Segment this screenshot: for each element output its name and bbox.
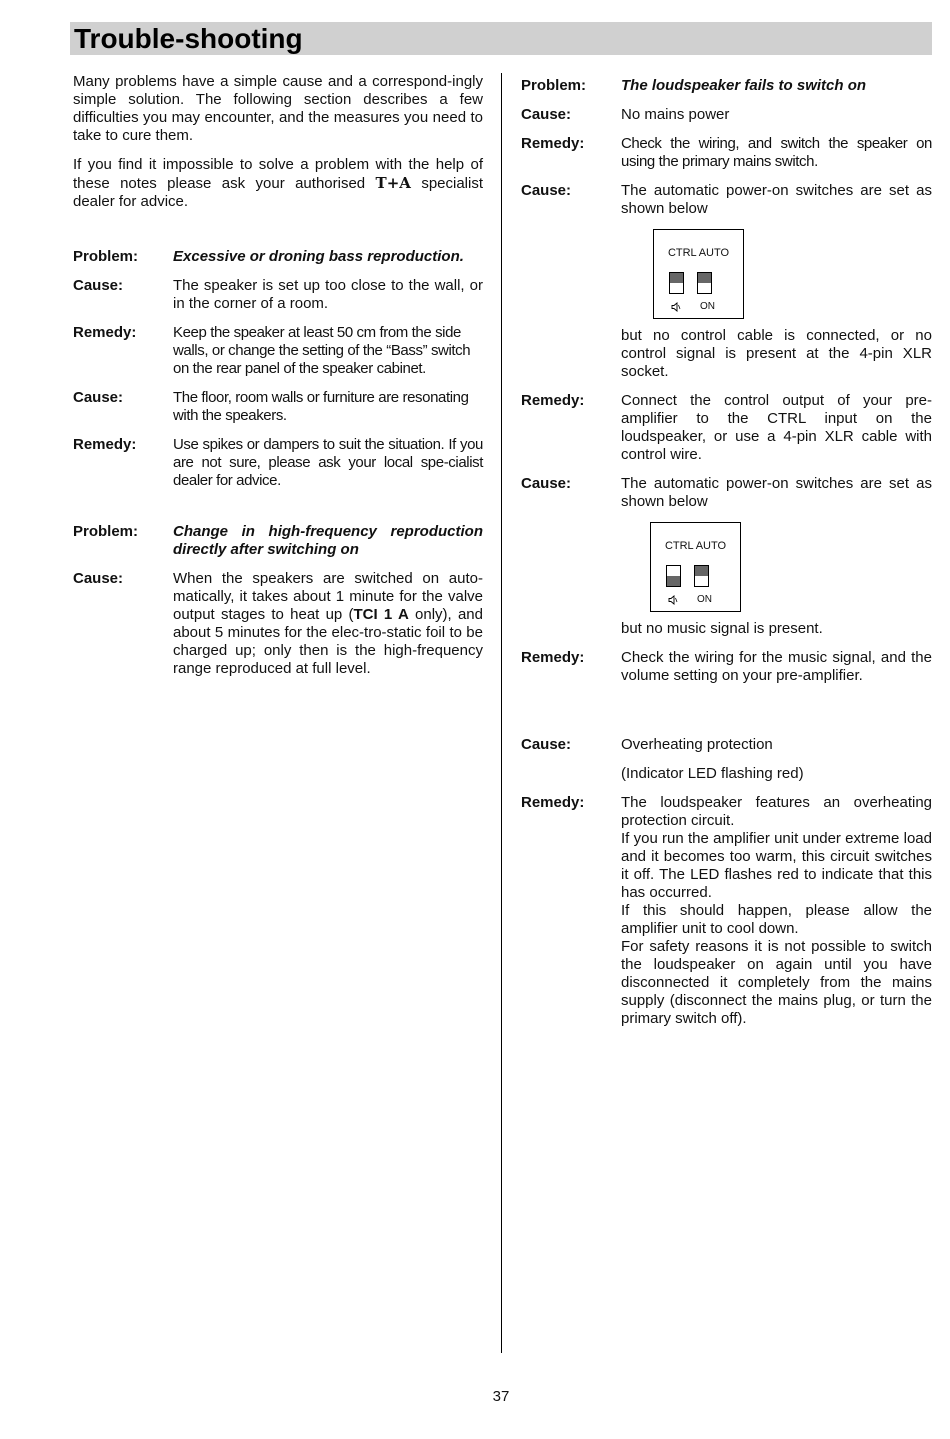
cause-label: Cause: (73, 277, 124, 294)
switch-caption: CTRL AUTO (667, 247, 730, 259)
remedy-paragraph: The loudspeaker features an overheating protection circuit. (621, 794, 932, 829)
cause-label: Cause: (521, 475, 572, 492)
auto-switch-icon (694, 565, 709, 587)
on-label: ON (697, 594, 712, 605)
cause-text (621, 736, 932, 783)
cause-detail: but no control cable is connected, or no control signal is present at the 4-pin XLR socket. (621, 327, 932, 380)
problem-label: Problem: (521, 77, 587, 94)
cause-intro: The automatic power-on switches are set as shown below (621, 182, 932, 217)
cause-row (521, 106, 932, 124)
problem-text: Excessive or droning bass reproduction. (173, 248, 464, 265)
remedy-label: Remedy: (73, 436, 137, 453)
cause-text: The floor, room walls or furniture are resonating with the speakers. (173, 389, 469, 424)
cause-text: When the speakers are switched on auto-matically, it takes about 1 minute for the valve output stages to heat up (TCI 1 A only), and about 5 minutes for the elec-tro-static foil to be charged up; only then is the high-frequency range reproduced at full level. (173, 570, 483, 677)
remedy-text: Keep the speaker at least 50 cm from the side walls, or change the setting of the “Bass” switch on the rear panel of the speaker cabinet. (173, 324, 471, 377)
cause-detail: but no music signal is present. (621, 620, 823, 637)
cause-intro: The automatic power-on switches are set as shown below (621, 475, 932, 510)
remedy-row (521, 649, 932, 685)
remedy-paragraph: If this should happen, please allow the amplifier unit to cool down. (621, 902, 932, 937)
cause-subtitle: (Indicator LED flashing red) (621, 765, 804, 782)
remedy-label: Remedy: (521, 649, 585, 666)
remedy-paragraph: If you run the amplifier unit under extreme load and it becomes too warm, this circuit switches it off. The LED flashes red to indicate that this has occurred. (621, 830, 932, 901)
remedy-text: Use spikes or dampers to suit the situation. If you are not sure, please ask your local spe-cialist dealer for advice. (173, 436, 483, 489)
cause-row (73, 277, 483, 313)
switch-diagram (653, 229, 744, 319)
column-divider (501, 73, 502, 1353)
remedy-paragraph: For safety reasons it is not possible to switch the loudspeaker on again until you have disconnected it completely from the mains supply (disconnect the mains plug, or turn the primary switch off). (621, 938, 932, 1027)
cause-text (621, 182, 932, 381)
page-number: 37 (492, 1388, 510, 1405)
intro (73, 73, 483, 211)
problem-row (521, 77, 932, 95)
remedy-row (521, 794, 932, 1028)
cause-label: Cause: (521, 736, 572, 753)
remedy-label: Remedy: (521, 392, 585, 409)
problem-row (73, 523, 483, 559)
problem-text: Change in high-frequency reproduction directly after switching on (173, 523, 483, 558)
remedy-row (73, 324, 483, 378)
remedy-text (621, 794, 932, 1028)
auto-switch-icon (697, 272, 712, 294)
model-name: TCI 1 A (353, 606, 409, 623)
switch-caption: CTRL AUTO (664, 540, 727, 552)
speaker-icon (671, 302, 681, 315)
problem-text: The loudspeaker fails to switch on (621, 77, 867, 94)
cause-row (521, 736, 932, 783)
intro-paragraph-2: If you find it impossible to solve a problem with the help of these notes please ask your authorised T+A specialist dealer for advice. (73, 156, 484, 210)
right-column (521, 77, 932, 1039)
cause-label: Cause: (73, 389, 124, 406)
switch-diagram (650, 522, 741, 612)
left-column (73, 73, 483, 689)
remedy-row (521, 392, 932, 464)
cause-title: Overheating protection (621, 736, 773, 753)
cause-row (521, 475, 932, 638)
brand-logo: T+A (375, 174, 411, 192)
on-label: ON (700, 301, 715, 312)
remedy-label: Remedy: (521, 135, 585, 152)
cause-label: Cause: (73, 570, 124, 587)
intro-paragraph-1: Many problems have a simple cause and a correspond-ingly simple solution. The following section describes a few difficulties you may encounter, and the measures you need to take to cure them. (73, 73, 483, 144)
cause-row (73, 570, 483, 678)
remedy-text: Check the wiring, and switch the speaker on using the primary mains switch. (621, 135, 932, 170)
cause-text (621, 475, 932, 638)
remedy-row (73, 436, 483, 490)
cause-label: Cause: (521, 182, 572, 199)
speaker-icon (668, 595, 678, 608)
remedy-text: Check the wiring for the music signal, and the volume setting on your pre-amplifier. (621, 649, 932, 684)
cause-row (521, 182, 932, 381)
problem-row (73, 248, 483, 266)
ctrl-switch-icon (669, 272, 684, 294)
cause-text: No mains power (621, 106, 730, 123)
remedy-text: Connect the control output of your pre-amplifier to the CTRL input on the loudspeaker, or use a 4-pin XLR cable with control wire. (621, 392, 932, 463)
cause-row (73, 389, 483, 425)
ctrl-switch-icon (666, 565, 681, 587)
problem-label: Problem: (73, 523, 139, 540)
cause-text: The speaker is set up too close to the wall, or in the corner of a room. (173, 277, 483, 312)
problem-label: Problem: (73, 248, 139, 265)
remedy-label: Remedy: (73, 324, 137, 341)
page-title: Trouble-shooting (70, 22, 932, 55)
remedy-row (521, 135, 932, 171)
cause-label: Cause: (521, 106, 572, 123)
remedy-label: Remedy: (521, 794, 585, 811)
